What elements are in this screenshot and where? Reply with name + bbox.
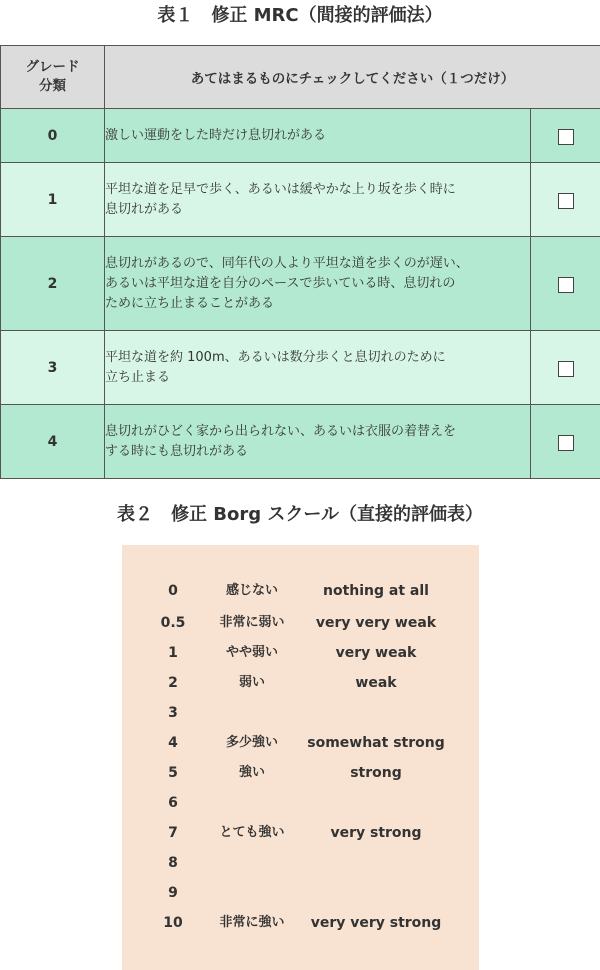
description-line: ために立ち止まることがある (105, 295, 275, 311)
table-row (1, 237, 600, 331)
grade-column-header (1, 46, 105, 109)
grade-3-checkbox[interactable] (558, 361, 574, 377)
scale-label-en: nothing at all (323, 583, 429, 599)
check-cell (531, 109, 600, 163)
list-item (122, 732, 479, 754)
description-line: 平坦な道を足早で歩く、あるいは緩やかな上り坂を歩く時に (105, 181, 456, 197)
scale-value: 8 (168, 855, 178, 871)
scale-label-en: very weak (335, 645, 417, 661)
list-item (122, 580, 479, 602)
instruction-header: あてはまるものにチェックしてください（１つだけ） (105, 46, 600, 109)
scale-label-en: very strong (330, 825, 422, 841)
scale-value: 5 (168, 765, 178, 781)
scale-value: 9 (168, 885, 178, 901)
scale-label-jp: 非常に強い (219, 915, 285, 930)
scale-label-jp: 感じない (225, 583, 278, 598)
list-item (122, 672, 479, 694)
grade-cell: 1 (1, 163, 105, 237)
list-item (122, 822, 479, 844)
grade-cell: 3 (1, 331, 105, 405)
description-cell (105, 237, 531, 331)
grade-header-line1: グレード (25, 59, 80, 75)
grade-cell: 2 (1, 237, 105, 331)
scale-value: 7 (168, 825, 178, 841)
description-line: 息切れがある (105, 201, 184, 217)
description-cell (105, 109, 531, 163)
grade-4-checkbox[interactable] (558, 435, 574, 451)
description-cell (105, 163, 531, 237)
check-cell (531, 331, 600, 405)
list-item (122, 642, 479, 664)
scale-label-en: weak (355, 675, 397, 691)
description-line: 平坦な道を約 100m、あるいは数分歩くと息切れのために (105, 349, 446, 365)
scale-label-jp: 非常に弱い (219, 615, 285, 630)
borg-scale-panel (122, 545, 479, 970)
grade-1-checkbox[interactable] (558, 193, 574, 209)
description-line: 息切れがあるので、同年代の人より平坦な道を歩くのが遅い、 (105, 255, 469, 271)
list-item (122, 612, 479, 634)
scale-label-jp: やや弱い (225, 645, 278, 660)
scale-label-jp: 多少強い (225, 735, 278, 750)
scale-label-jp: 強い (238, 765, 265, 780)
list-item (122, 882, 479, 904)
grade-2-checkbox[interactable] (558, 277, 574, 293)
description-line: する時にも息切れがある (105, 443, 249, 459)
check-cell (531, 163, 600, 237)
check-cell (531, 405, 600, 479)
table2-title: 表２ 修正 Borg スクール（直接的評価表） (116, 504, 484, 525)
grade-header-line2: 分類 (39, 78, 66, 94)
grade-cell: 4 (1, 405, 105, 479)
scale-value: 1 (168, 645, 178, 661)
scale-label-en: strong (350, 765, 402, 781)
list-item (122, 762, 479, 784)
description-line: 立ち止まる (105, 369, 171, 385)
list-item (122, 702, 479, 724)
table1-title: 表１ 修正 MRC（間接的評価法） (157, 5, 443, 26)
description-cell (105, 331, 531, 405)
list-item (122, 792, 479, 814)
scale-value: 0 (168, 583, 178, 599)
scale-label-jp: 弱い (238, 675, 265, 690)
scale-value: 2 (168, 675, 178, 691)
list-item (122, 852, 479, 874)
scale-label-en: somewhat strong (307, 735, 445, 751)
table-row (1, 163, 600, 237)
check-cell (531, 237, 600, 331)
scale-value: 4 (168, 735, 178, 751)
scale-label-jp: とても強い (219, 825, 285, 840)
list-item (122, 912, 479, 934)
mrc-table (0, 45, 600, 479)
description-line: あるいは平坦な道を自分のペースで歩いている時、息切れの (105, 275, 456, 291)
scale-value: 0.5 (160, 615, 186, 631)
description-line: 息切れがひどく家から出られない、あるいは衣服の着替えを (105, 423, 457, 439)
table-row (1, 331, 600, 405)
scale-value: 10 (163, 915, 183, 931)
scale-label-en: very very strong (310, 915, 442, 931)
mrc-header-row (1, 46, 600, 109)
scale-label-en: very very weak (315, 615, 437, 631)
description-line: 激しい運動をした時だけ息切れがある (105, 127, 327, 143)
table-row (1, 109, 600, 163)
description-cell (105, 405, 531, 479)
grade-0-checkbox[interactable] (558, 129, 574, 145)
scale-value: 3 (168, 705, 178, 721)
table-row (1, 405, 600, 479)
grade-cell: 0 (1, 109, 105, 163)
scale-value: 6 (168, 795, 178, 811)
